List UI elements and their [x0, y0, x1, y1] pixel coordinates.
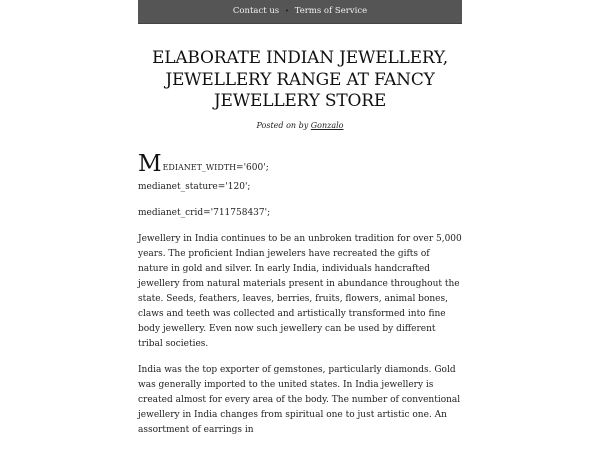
dropcap-line-rest: ='600';	[236, 162, 269, 173]
dropcap-line-caps: EDIANET_WIDTH	[162, 162, 237, 172]
post-meta	[138, 121, 462, 130]
nav-separator: •	[285, 8, 289, 15]
code-line-crid: medianet_crid='711758437';	[138, 207, 271, 218]
terms-of-service-link[interactable]: Terms of Service	[294, 6, 368, 16]
top-navigation-bar	[138, 0, 462, 24]
post-title: ELABORATE INDIAN JEWELLERY, JEWELLERY RANGE AT FANCY JEWELLERY STORE	[152, 48, 448, 111]
paragraph-2: India was the top exporter of gemstones, particularly diamonds. Gold was generally imported to the united states. In India jewellery is created almost for every area of the body. The number of conventional jewellery in India changes from spiritual one to just artistic one. An assortment of earrings in	[138, 364, 461, 435]
code-line-stature: medianet_stature='120';	[138, 181, 251, 192]
dropcap-line-text	[163, 160, 269, 176]
paragraph-1: Jewellery in India continues to be an unbroken tradition for over 5,000 years. The proficient Indian jewelers have recreated the gifts of nature in gold and silver. In early India, individuals handcrafted jewellery from natural materials present in abundance throughout the state. Seeds, feathers, leaves, berries, fruits, flowers, animal bones, claws and teeth was collected and artistically transformed into fine body jewellery. Even now such jewellery can be used by different tribal societies.	[138, 233, 462, 349]
dropcap-letter: M	[138, 150, 162, 177]
dropcap-line	[138, 150, 462, 176]
post-content	[138, 48, 462, 449]
author-link[interactable]: Gonzalo	[310, 120, 344, 130]
posted-on-label: Posted on by	[256, 120, 309, 130]
contact-us-link[interactable]: Contact us	[232, 6, 280, 16]
post-body	[138, 150, 462, 438]
